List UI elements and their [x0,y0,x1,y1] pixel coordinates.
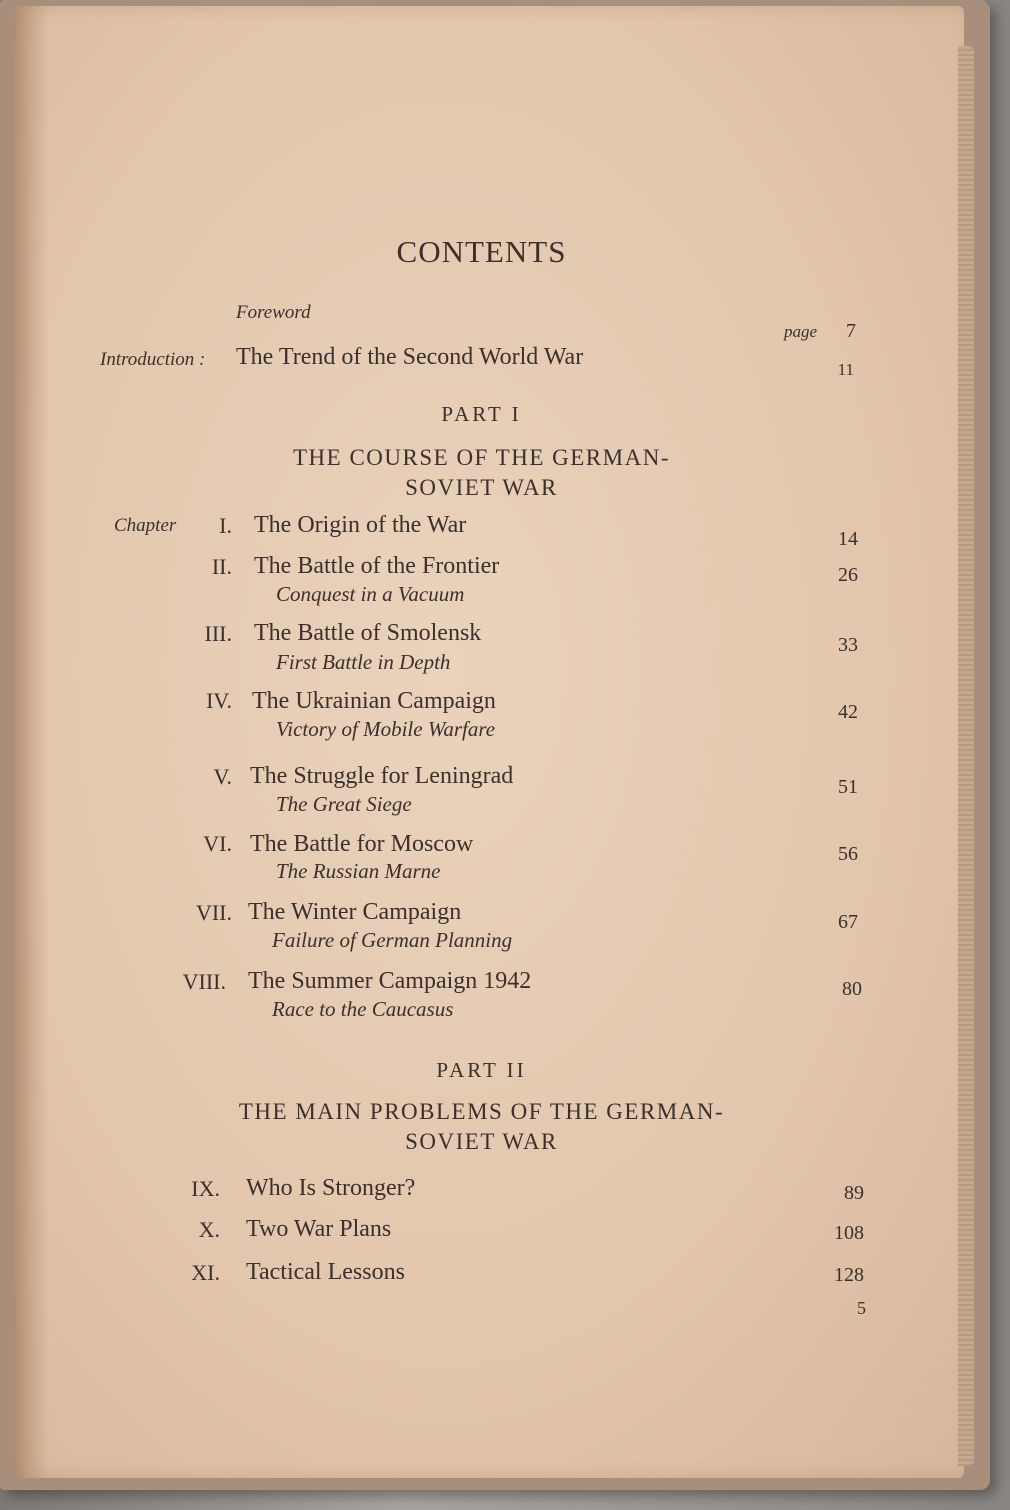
chapter-subtitle: Race to the Caucasus [272,997,454,1021]
chapter-subtitle: The Russian Marne [276,859,441,883]
chapter-page-number: 108 [834,1222,864,1244]
page-word: page [784,322,818,341]
chapter-numeral: X. [198,1217,220,1242]
chapter-numeral: IV. [206,688,232,713]
chapter-page-number: 67 [838,911,858,933]
chapter-numeral: III. [204,621,232,646]
chapter-word: Chapter [114,515,177,536]
chapter-subtitle: First Battle in Depth [276,650,451,674]
chapter-title: The Summer Campaign 1942 [248,968,532,994]
chapter-title: The Winter Campaign [248,899,462,925]
chapter-subtitle: Conquest in a Vacuum [276,582,465,606]
part-2-heading-line-1: THE MAIN PROBLEMS OF THE GERMAN- [238,1099,725,1124]
chapter-page-number: 33 [838,634,858,656]
chapter-numeral: I. [219,513,232,538]
part-1-heading-line-1: THE COURSE OF THE GERMAN- [293,445,670,470]
chapter-subtitle: Failure of German Planning [272,928,513,952]
chapter-numeral: VIII. [182,969,226,994]
chapter-numeral: VI. [203,831,232,856]
page-title: CONTENTS [396,234,567,269]
chapter-subtitle: Victory of Mobile Warfare [276,717,496,741]
chapter-page-number: 42 [838,701,858,723]
chapter-page-number: 56 [838,843,858,865]
introduction-title: The Trend of the Second World War [236,344,584,370]
page-edge [958,46,974,1466]
introduction-label: Introduction : [100,349,206,370]
part-1-label: PART I [441,402,522,426]
chapter-page-number: 128 [834,1264,864,1286]
foreword-label: Foreword [236,302,311,323]
chapter-page-number: 14 [838,528,858,550]
chapter-numeral: II. [211,554,232,579]
chapter-numeral: VII. [195,900,232,925]
part-2-label: PART II [436,1058,527,1082]
chapter-title: The Battle of Smolensk [254,620,482,646]
chapter-page-number: 26 [838,564,858,586]
page-gutter-shadow [14,6,50,1478]
part-2-heading-line-2: SOVIET WAR [405,1129,558,1154]
chapter-title: The Battle for Moscow [250,831,474,857]
chapter-title: Who Is Stronger? [246,1175,416,1201]
chapter-page-number: 89 [844,1182,864,1204]
chapter-title: The Battle of the Frontier [254,553,500,579]
page-folio-number: 5 [857,1298,866,1318]
chapter-title: Two War Plans [246,1216,392,1242]
chapter-title: The Origin of the War [254,512,467,538]
contents-page [14,6,964,1478]
foreword-page-number: 7 [846,320,856,342]
introduction-page-number: 11 [837,360,854,379]
chapter-title: The Ukrainian Campaign [252,688,496,714]
chapter-numeral: XI. [191,1260,220,1285]
chapter-page-number: 80 [842,978,862,1000]
chapter-title: Tactical Lessons [246,1259,405,1285]
chapter-title: The Struggle for Leningrad [250,763,514,789]
chapter-numeral: V. [213,764,232,789]
chapter-numeral: IX. [191,1176,220,1201]
part-1-heading-line-2: SOVIET WAR [405,475,558,500]
chapter-page-number: 51 [838,776,858,798]
chapter-subtitle: The Great Siege [276,792,412,816]
